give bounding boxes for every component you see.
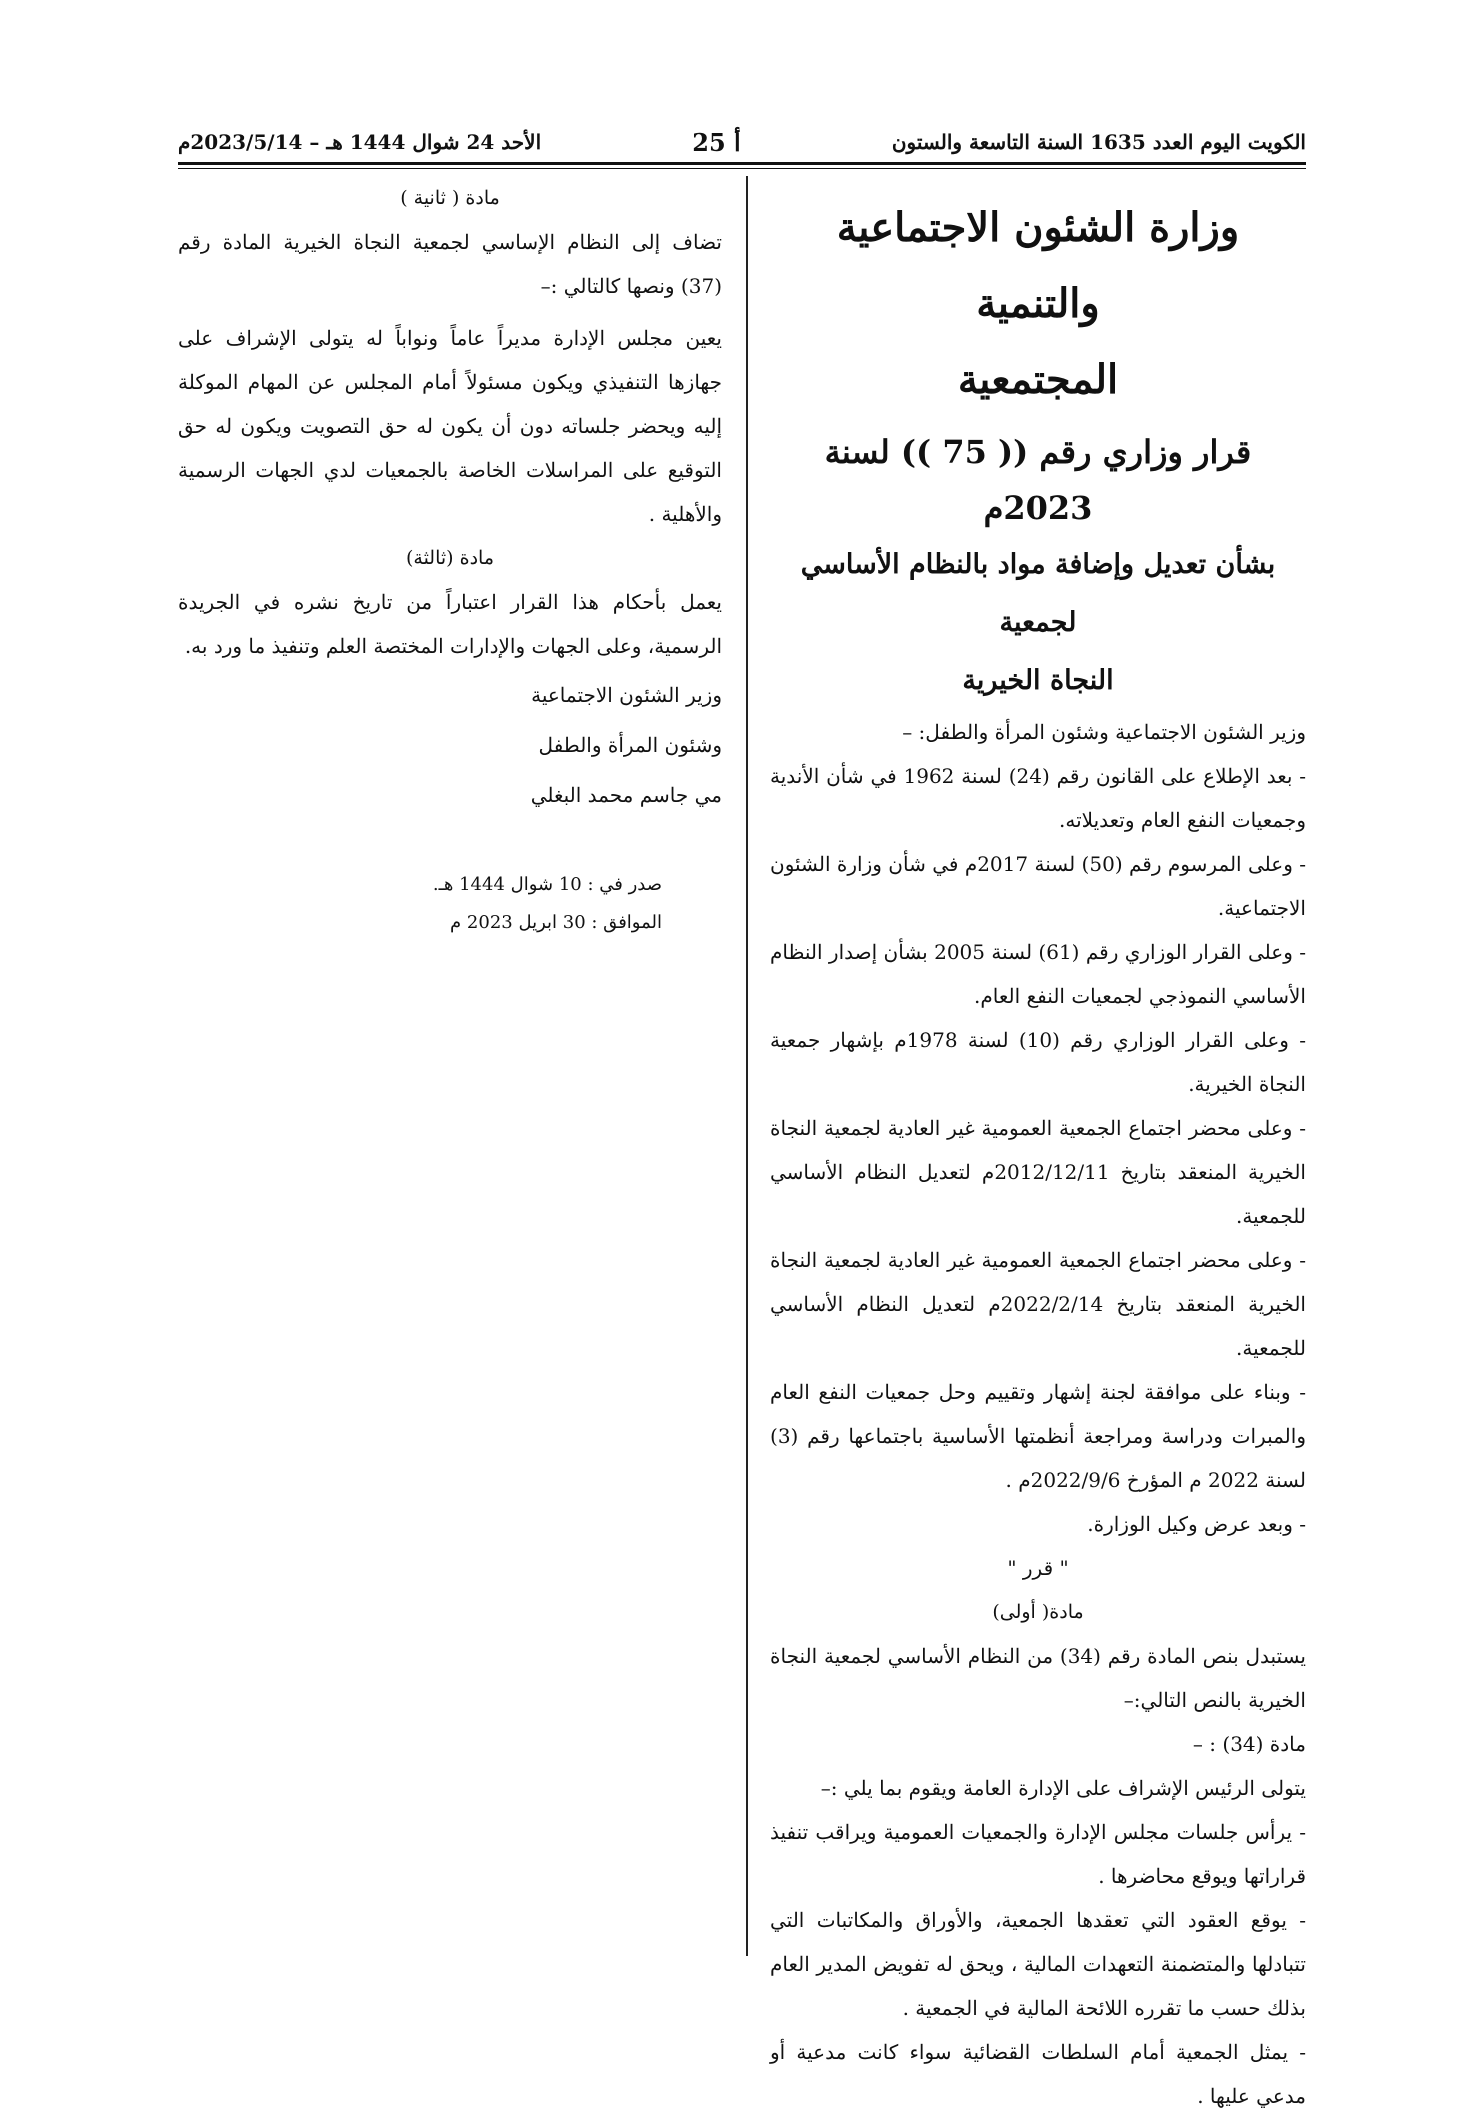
article-3-text: يعمل بأحكام هذا القرار اعتباراً من تاريخ نشره في الجريدة الرسمية، وعلى الجهات والإدارات المختصة العلم وتنفيذ ما ورد به.	[178, 590, 722, 658]
column-divider	[746, 176, 748, 1956]
preamble-item: - وبناء على موافقة لجنة إشهار وتقييم وحل جمعيات النفع العام والمبرات ودراسة ومراجعة أنظمتها الأساسية باجتماعها رقم (3) لسنة 2022 م المؤرخ 2022/9/6م .	[770, 1380, 1306, 1492]
left-column	[178, 176, 722, 942]
minister-intro: وزير الشئون الاجتماعية وشئون المرأة والطفل: –	[902, 720, 1306, 744]
preamble-item: - وعلى محضر اجتماع الجمعية العمومية غير العادية لجمعية النجاة الخيرية المنعقد بتاريخ 2022/2/14م لتعديل النظام الأساسي للجمعية.	[770, 1248, 1306, 1360]
decree-subject-line1: بشأن تعديل وإضافة مواد بالنظام الأساسي لجمعية	[800, 549, 1276, 638]
right-column	[770, 176, 1306, 2118]
article-34-intro: يتولى الرئيس الإشراف على الإدارة العامة ويقوم بما يلي :–	[820, 1776, 1306, 1800]
signature-name: مي جاسم محمد البغلي	[530, 783, 722, 807]
preamble-item: - بعد الإطلاع على القانون رقم (24) لسنة 1962 في شأن الأندية وجمعيات النفع العام وتعديلاته.	[770, 764, 1306, 832]
signature-title-line2: وشئون المرأة والطفل	[538, 733, 722, 757]
ministry-name-line2: المجتمعية	[957, 356, 1119, 403]
page-header	[178, 122, 1306, 162]
article-3-title: مادة (ثالثة)	[405, 547, 495, 569]
article-2-text: تضاف إلى النظام الإساسي لجمعية النجاة الخيرية المادة رقم (37) ونصها كالتالي :–	[178, 230, 722, 298]
article-1-title: مادة( أولى)	[992, 1601, 1084, 1623]
header-page-number: أ 25	[692, 127, 741, 157]
header-rule-thick	[178, 162, 1306, 165]
decree-title: قرار وزاري رقم (( 75 )) لسنة 2023م	[824, 433, 1252, 527]
header-issue-info: الكويت اليوم العدد 1635 السنة التاسعة والستون	[891, 130, 1306, 154]
preamble-item: - وعلى المرسوم رقم (50) لسنة 2017م في شأن وزارة الشئون الاجتماعية.	[770, 852, 1306, 920]
article-2-title: مادة ( ثانية )	[400, 187, 500, 209]
article-34-item: - يوقع العقود التي تعقدها الجمعية، والأوراق والمكاتبات التي تتبادلها والمتضمنة التعهدات المالية ، ويحق له تفويض المدير العام بذلك حسب ما تقرره اللائحة المالية في الجمعية .	[770, 1908, 1306, 2020]
preamble-item: - وعلى القرار الوزاري رقم (10) لسنة 1978م بإشهار جمعية النجاة الخيرية.	[770, 1028, 1306, 1096]
issue-date-block	[178, 866, 722, 942]
article-34-item: - يمثل الجمعية أمام السلطات القضائية سواء كانت مدعية أو مدعي عليها .	[770, 2040, 1306, 2108]
article-34-label: مادة (34) : –	[1192, 1732, 1306, 1756]
decree-subject-line2: النجاة الخيرية	[962, 665, 1114, 696]
ministry-name-line1: وزارة الشئون الاجتماعية والتنمية	[836, 204, 1240, 327]
article-37-text: يعين مجلس الإدارة مديراً عاماً ونواباً له يتولى الإشراف على جهازها التنفيذي ويكون مسئولاً أمام المجلس عن المهام الموكلة إليه ويحضر جلساته دون أن يكون له حق التصويت ويكون له حق التوقيع على المراسلات الخاصة بالجمعيات لدي الجهات الرسمية والأهلية .	[178, 326, 722, 526]
issued-date: صدر في : 10 شوال 1444 هـ.	[432, 874, 662, 895]
preamble-item: - وعلى محضر اجتماع الجمعية العمومية غير العادية لجمعية النجاة الخيرية المنعقد بتاريخ 2012/12/11م لتعديل النظام الأساسي للجمعية.	[770, 1116, 1306, 1228]
article-34-item: - يرأس جلسات مجلس الإدارة والجمعيات العمومية ويراقب تنفيذ قراراتها ويوقع محاضرها .	[770, 1820, 1306, 1888]
signature-block	[178, 670, 722, 820]
header-rule-thin	[178, 168, 1306, 169]
article-1-text: يستبدل بنص المادة رقم (34) من النظام الأساسي لجمعية النجاة الخيرية بالنص التالي:–	[770, 1644, 1306, 1712]
header-date: الأحد 24 شوال 1444 هـ – 2023/5/14م	[178, 130, 542, 154]
preamble-item: - وبعد عرض وكيل الوزارة.	[1087, 1512, 1306, 1536]
ministry-name	[770, 190, 1306, 418]
preamble-item: - وعلى القرار الوزاري رقم (61) لسنة 2005 بشأن إصدار النظام الأساسي النموذجي لجمعيات النفع العام.	[770, 940, 1306, 1008]
corresponding-date: الموافق : 30 ابريل 2023 م	[450, 912, 662, 933]
signature-title-line1: وزير الشئون الاجتماعية	[531, 683, 722, 707]
decided-heading: " قرر "	[1007, 1556, 1069, 1580]
